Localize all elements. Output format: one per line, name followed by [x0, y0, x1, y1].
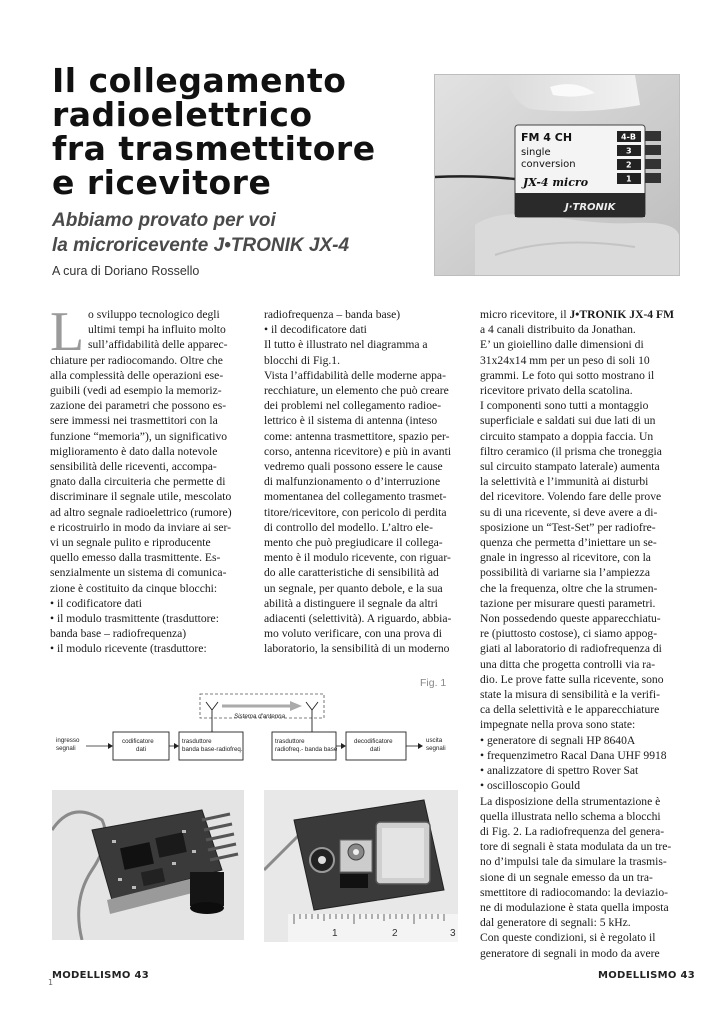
block-label: codificatore: [122, 738, 154, 745]
title-line: fra trasmettitore: [52, 129, 376, 168]
text-line: del ricevitore. Volendo fare delle prove: [480, 490, 662, 504]
text-line: come: antenna trasmettitore, spazio per-: [264, 429, 450, 443]
input-label-line: ingresso: [56, 737, 80, 744]
text-line: che la frequenza, oltre che la strumen-: [480, 581, 658, 595]
text-line: adiacenti (selettività). A riguardo, abbia-: [264, 612, 452, 626]
text-line: e ricostruirlo in modo da inviare ai ser-: [50, 520, 232, 534]
receiver-brand: J·TRONIK: [565, 202, 616, 213]
text-line: corso, antenna ricevitore) e più in avanti: [264, 444, 452, 458]
text-line: miglioramento è dato dalla notevole: [50, 444, 218, 458]
receiver-label-line: single: [521, 147, 551, 158]
text-line: tore di segnali è stata modulata da un tre-: [480, 840, 672, 854]
circuit-photo-side-art: [264, 790, 458, 942]
column-3-first-line: [480, 307, 700, 322]
footer-left: MODELLISMO 43: [52, 970, 150, 981]
text-line: ca della selettività e le apparecchiature: [480, 703, 660, 717]
text-line: mento che può pregiudicare il collega-: [264, 536, 443, 550]
text-line: senzialmente un sistema di comunica-: [50, 566, 227, 580]
channel-label: 1: [626, 174, 632, 184]
circuit-photo-side: [264, 790, 458, 942]
text-line: di malfunzionamento o d’interruzione: [264, 475, 441, 489]
rx-antenna-icon: [306, 702, 318, 732]
signal-arrowhead: [290, 701, 302, 711]
text-line: dei problemi nel collegamento radioe-: [264, 399, 442, 413]
text-line: sposizione un “Test-Set” per radiofre-: [480, 520, 656, 534]
block-label: banda base-radiofreq.: [182, 746, 243, 753]
text-line: la selettività e l’immunità ai disturbi: [480, 475, 649, 489]
text-line: quella illustrata nello schema a blocchi: [480, 809, 661, 823]
text-line: quello emesso dalla trasmittente. Es-: [50, 551, 221, 565]
text-span: micro ricevitore, il: [480, 308, 570, 321]
text-line: laboratorio, la sensibilità di un moderno: [264, 642, 450, 656]
text-line: una ditta che progetta controlli via ra-: [480, 657, 656, 671]
text-line: ne di modulazione è stata quella imposta: [480, 900, 669, 914]
text-line: gnato dalla circuiteria che permette di: [50, 475, 226, 489]
text-line: gnale in ingresso al ricevitore, con la: [480, 551, 651, 565]
subtitle-line: Abbiamo provato per voi: [52, 210, 276, 231]
text-line: do alle caratteristiche di sensibilità ad: [264, 566, 439, 580]
channel-label: 4-B: [621, 132, 636, 142]
text-line: Non possedendo queste apparecchiatu-: [480, 612, 661, 626]
text-line: dal generatore di segnali: 5 kHz.: [480, 916, 631, 930]
text-line: I componenti sono tutti a montaggio: [480, 399, 649, 413]
text-line: superficiale e saldati sui due lati di un: [480, 414, 656, 428]
channel-label: 3: [626, 146, 632, 156]
text-line: Il tutto è illustrato nel diagramma a: [264, 338, 428, 352]
channel-label: 2: [626, 160, 632, 170]
circuit-photo-top: [52, 790, 244, 940]
block-label: radiofreq.- banda base: [275, 746, 338, 753]
ruler-number: 2: [392, 928, 398, 939]
text-line: lettrico è il sistema di antenna (inteso: [264, 414, 438, 428]
text-line: re (piuttosto costose), ci siamo appog-: [480, 627, 658, 641]
text-line: vedremo quali possono essere le cause: [264, 460, 443, 474]
text-line: quenza che permetta d’iniettare un se-: [480, 536, 657, 550]
text-line: di controllo del modello. L’altro ele-: [264, 520, 433, 534]
column-2-lines: [264, 307, 464, 657]
text-line: ricevitore privato della scatolina.: [480, 384, 633, 398]
figure-label: Fig. 1: [420, 677, 447, 689]
subtitle-line: la microricevente J•TRONIK JX-4: [52, 235, 350, 256]
receiver-photo: [434, 74, 680, 276]
text-line: smettitore di radiocomando: la deviazio-: [480, 885, 669, 899]
text-line: Con queste condizioni, si è regolato il: [480, 931, 656, 945]
footer-page-mark: 1: [48, 978, 54, 987]
text-line: • il modulo ricevente (trasduttore:: [50, 642, 207, 656]
text-line: recchiature, un elemento che può creare: [264, 384, 449, 398]
text-line: sull’affidabilità delle apparec-: [88, 338, 228, 352]
block-label: trasduttore: [182, 738, 212, 745]
receiver-label-line: conversion: [521, 159, 576, 170]
text-line: su di una ricevente, si deve avere a di-: [480, 505, 658, 519]
block-label: decodificatore: [354, 738, 393, 745]
text-line: sul circuito stampato laterale) aumenta: [480, 460, 660, 474]
text-line: funzione “memoria”), un significativo: [50, 429, 228, 443]
text-line: momentanea del collegamento trasmet-: [264, 490, 447, 504]
text-line: giati al laboratorio di radiofrequenza di: [480, 642, 662, 656]
text-line: sere immessi nei trasmettitori con la: [50, 414, 218, 428]
text-line: impegnate nella prova sono state:: [480, 718, 636, 732]
text-line: no d’impulsi tale da simulare la trasmis-: [480, 855, 667, 869]
text-line: radiofrequenza – banda base): [264, 308, 401, 321]
article-subtitle: [52, 208, 432, 258]
title-line: radioelettrico: [52, 95, 313, 134]
block-label: trasduttore: [275, 738, 305, 745]
text-column-2: [264, 307, 464, 657]
text-line: zazione dei parametri che possono es-: [50, 399, 227, 413]
text-line: guibili (vedi ad esempio la memoriz-: [50, 384, 222, 398]
block-label: dati: [370, 746, 380, 753]
text-line: circuito stampato a doppia faccia. Un: [480, 429, 654, 443]
text-line: banda base – radiofrequenza): [50, 627, 187, 641]
receiver-label-line: FM 4 CH: [521, 131, 573, 144]
input-label-line: segnali: [56, 745, 76, 752]
text-line: filtro ceramico (il prisma che troneggia: [480, 444, 662, 458]
text-column-1: [50, 301, 250, 657]
title-line: e ricevitore: [52, 163, 272, 202]
text-line: o sviluppo tecnologico degli: [88, 308, 220, 321]
text-line: • oscilloscopio Gould: [480, 779, 581, 793]
text-line: state la misura di sensibilità e la verifi-: [480, 688, 660, 702]
text-line: sensibilità delle riceventi, accompa-: [50, 460, 217, 474]
text-line: discriminare il segnale utile, mescolato: [50, 490, 232, 504]
brand-name: J•TRONIK JX-4 FM: [569, 308, 675, 321]
text-line: vi un segnale pulito e riproducente: [50, 536, 211, 550]
text-line: generatore di segnali in modo da avere: [480, 946, 660, 960]
tx-antenna-icon: [206, 702, 218, 732]
text-line: abilità a distinguere il segnale da altri: [264, 596, 438, 610]
text-line: un segnale, per quanto debole, e la sua: [264, 581, 443, 595]
output-label-line: segnali: [426, 745, 446, 752]
text-line: mo voluto verificare, con una prova di: [264, 627, 443, 641]
text-line: titore/ricevitore, con pericolo di perdita: [264, 505, 447, 519]
output-label-line: uscita: [426, 737, 443, 744]
author-byline: A cura di Doriano Rossello: [52, 264, 200, 278]
footer-right: MODELLISMO 43: [598, 970, 696, 981]
text-line: • analizzatore di spettro Rover Sat: [480, 764, 639, 778]
text-line: • generatore di segnali HP 8640A: [480, 733, 636, 747]
column-3-lines: [480, 322, 700, 961]
text-line: E’ un gioiellino dalle dimensioni di: [480, 338, 644, 352]
text-line: • il codificatore dati: [50, 596, 142, 610]
text-line: alla complessità delle operazioni ese-: [50, 368, 224, 382]
text-line: di Fig. 2. La radiofrequenza del genera-: [480, 824, 665, 838]
antenna-label: Sistema d'antenna: [234, 713, 286, 720]
text-line: ultimi tempi ha influito molto: [88, 323, 226, 337]
text-line: a 4 canali distribuito da Jonathan.: [480, 323, 636, 337]
text-line: possibilità di variarne sia l’ampiezza: [480, 566, 650, 580]
text-line: • il decodificatore dati: [264, 323, 367, 337]
text-line: grammi. Le foto qui sotto mostrano il: [480, 368, 655, 382]
receiver-model: JX-4 micro: [523, 176, 589, 189]
ruler-number: 3: [450, 928, 456, 939]
ruler-number: 1: [332, 928, 338, 939]
receiver-photo-art: [435, 75, 679, 275]
block-label: dati: [136, 746, 146, 753]
block-diagram: [56, 692, 456, 772]
text-line: zione è costituito da cinque blocchi:: [50, 581, 218, 595]
block-diagram-svg: [56, 692, 456, 772]
column-1-lines: [50, 301, 250, 657]
text-line: dio. Le prove fatte sulla ricevente, sono: [480, 672, 664, 686]
circuit-photo-top-art: [52, 790, 244, 940]
article-title: [52, 61, 432, 202]
text-line: blocchi di Fig.1.: [264, 353, 340, 367]
text-line: Vista l’affidabilità delle moderne appa-: [264, 368, 446, 382]
text-line: • frequenzimetro Racal Dana UHF 9918: [480, 748, 667, 762]
text-line: ad altro segnale radioelettrico (rumore): [50, 505, 232, 519]
text-line: 31x24x14 mm per un peso di soli 10: [480, 353, 650, 367]
text-line: • il modulo trasmittente (trasduttore:: [50, 612, 219, 626]
text-line: chiature per radiocomando. Oltre che: [50, 353, 223, 367]
text-line: La disposizione della strumentazione è: [480, 794, 661, 808]
title-line: Il collegamento: [52, 61, 347, 100]
text-line: tazione per misurare questi parametri.: [480, 596, 656, 610]
text-column-3: [480, 307, 700, 961]
text-line: sione di un segnale emesso da un tra-: [480, 870, 653, 884]
text-line: mento è il modulo ricevente, con riguar-: [264, 551, 451, 565]
drop-cap: L: [50, 301, 85, 363]
